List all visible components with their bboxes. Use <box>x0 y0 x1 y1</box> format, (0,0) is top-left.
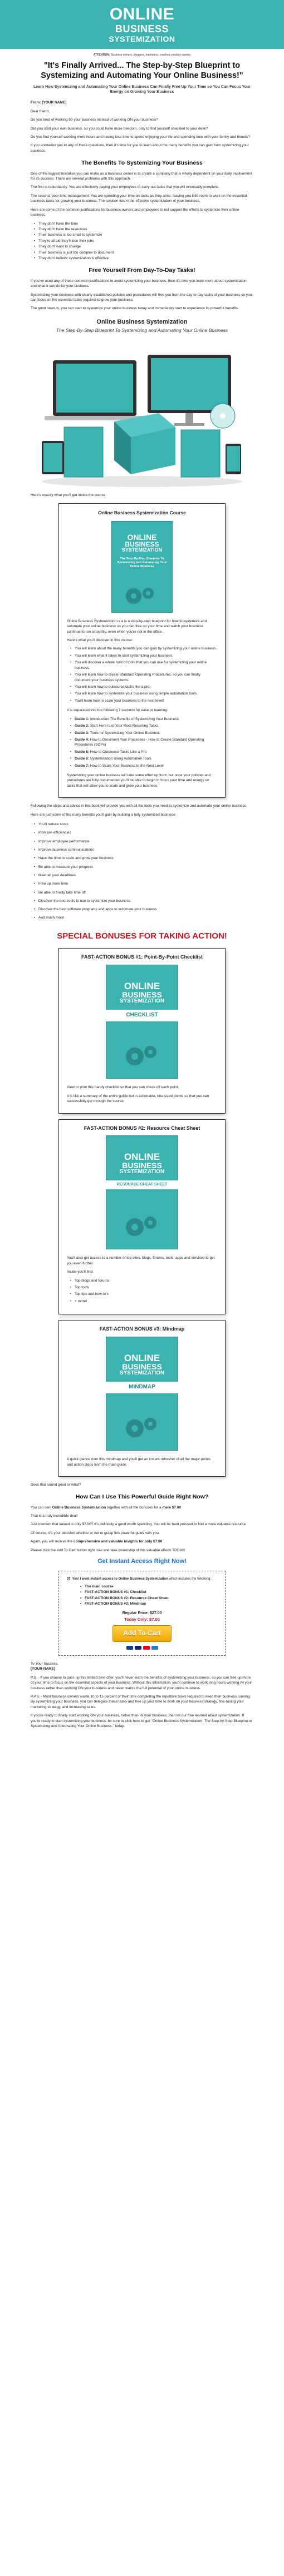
closing-paragraph <box>31 1505 253 1510</box>
course-title: Online Business Systemization <box>96 318 188 325</box>
text-span: Again, you will receive the <box>31 1540 74 1544</box>
attention-label: ATTENTION: <box>93 53 110 57</box>
subheadline: Learn How Systemizing and Automating Your Online Business Can Finally Free Up Your Time so You Can Focus Your Energy on Growing Your Business <box>33 85 251 94</box>
order-yes-line <box>67 1577 217 1582</box>
mastercard-card-icon <box>143 1646 150 1650</box>
list-item: • They don't believe systemization is effective <box>34 256 253 261</box>
list-item: • Their business is too small to systemize <box>34 232 253 237</box>
closing-paragraph <box>31 1539 253 1544</box>
list-item: • Meet all your deadlines <box>34 872 253 880</box>
list-item: • Increase efficiencies <box>34 829 253 837</box>
bonus-3-box <box>58 1320 226 1477</box>
list-item: • Free up more time <box>34 880 253 888</box>
closing-paragraph: Please click the Add To Cart button right now and take ownership of this valuable eBook TODAY! <box>31 1548 185 1552</box>
intro-paragraph: Do you find yourself working more hours and having less time to spend enjoying your life and spending time with your family and friends? <box>31 135 250 140</box>
module-text: Tools for Systemizing Your Online Business <box>90 731 160 735</box>
module-label: Guide 3: <box>75 731 90 735</box>
list-item: • Top tools <box>70 1285 217 1290</box>
list-item: • You will learn how to create Standard Operating Procedures, so you can finally document your business systems. <box>70 672 217 683</box>
benefits-paragraph: The first is redundancy. You are effectively paying your employees to carry out tasks that you will eventually complete. <box>31 185 219 190</box>
course-subtitle: The Step-By-Step Blueprint To Systemizing and Automating Your Online Business <box>56 327 228 333</box>
list-item: • FAST-ACTION BONUS #3: Mindmap <box>80 1601 217 1606</box>
mindmap-cover <box>100 1337 184 1453</box>
list-item: • You'll reduce costs <box>34 821 253 828</box>
intro-paragraph: Do you tired of working 80 your business instead of working ON your business? <box>31 118 158 122</box>
bonus-2-paragraph: Inside you'll find: <box>67 1270 94 1274</box>
ps-paragraph: P.S. - If you choose to pass up this limited time offer, you'll never learn the benefits of systemizing your business, so you can free up more of your time to focus on the essential aspects of your business. Without this information, you'll continue to work long hours working IN your business rather than working ON your business and never realize the full potential of your online business. <box>31 1675 252 1690</box>
course-box-paragraph: Online Business Systemization is a is a step-by-step blueprint for how to systemize and automate your online business so you can free up your time and watch your business continue to run smoothly, even when you're not in the office. <box>67 619 207 634</box>
cheatsheet-list <box>70 1278 217 1304</box>
cover-title-systemization: SYSTEMIZATION <box>121 547 163 553</box>
freedom-heading: Free Yourself From Day-To-Day Tasks! <box>89 267 195 274</box>
paypal-card-icon <box>126 1646 133 1650</box>
bonus-2-title: FAST-ACTION BONUS #2: Resource Cheat Sheet <box>84 1125 200 1131</box>
get-access-heading: Get Instant Access Right Now! <box>97 1558 187 1565</box>
dear-line: Dear friend, <box>31 109 50 113</box>
cover-title-online: ONLINE <box>127 532 157 542</box>
closing-paragraph: That is a truly incredible deal! <box>31 1513 78 1518</box>
headline: "It's Finally Arrived... The Step-by-Step Blueprint to Systemizing and Automating Your Online Business!" <box>41 61 243 81</box>
list-item: • You will learn how to outsource tasks like a pro. <box>70 684 217 689</box>
visa-card-icon <box>135 1646 141 1650</box>
list-item: • Be able to finally take time off <box>34 889 253 897</box>
benefits-paragraph: One of the biggest mistakes you can make as a business owner is to create a company that is wholly dependent on your daily involvement for its success. There are several problems with this approach. <box>31 171 252 181</box>
pps-paragraph: P.P.S. - Most business owners waste 10 to 15 percent of their time completing the repetitive tasks required to keep their business running. By systemizing your business, you can delegate these tasks and free up your time to work on your business strategy, fine-tuning your marketing strategy, and increasing sales. <box>31 1694 251 1709</box>
site-header <box>0 0 284 49</box>
freedom-paragraph: Systemizing your business with clearly established policies and procedures will free you from the day-to-day tasks of your business so you can focus on the essential tasks required to grow your business. <box>31 292 252 302</box>
cover-title-business: BUSINESS <box>122 1161 162 1170</box>
gears-icon <box>123 1412 161 1445</box>
gears-icon <box>123 1040 161 1073</box>
module-text: How to Scale Your Business to the Next Level <box>90 763 164 768</box>
cover-subtitle: The Step-By-Step Blueprint To Systemizing and Automating Your Online Business <box>117 557 167 569</box>
insights-text: comprehensive and valuable insights for only $7.00 <box>73 1540 163 1544</box>
after-paragraph: Here are just some of the many benefits you'll gain by building a fully systemized business: <box>31 812 177 817</box>
course-caption: Here's exactly what you'll get inside the course: <box>31 493 107 498</box>
after-paragraph: Following the steps and advice in this book will provide you with all the tools you need to systemize and automate your online business. <box>31 804 247 808</box>
amex-card-icon <box>151 1646 158 1650</box>
modules-intro: It is separated into the following 7 sections for ease or learning: <box>67 708 168 713</box>
gears-icon <box>123 1210 161 1244</box>
cover-title-online: ONLINE <box>124 1151 160 1163</box>
gears-icon <box>123 582 161 610</box>
bonus-1-title: FAST-ACTION BONUS #1: Point-By-Point Checklist <box>81 954 203 960</box>
bonus-1-box <box>58 948 226 1113</box>
text-span: which includes the following: <box>168 1577 212 1581</box>
add-to-cart-button[interactable]: Add To Cart <box>112 1625 172 1641</box>
from-line: From: [YOUR NAME] <box>31 101 67 105</box>
benefits-paragraph: Here are some of the common justifications for business owners and employees to not support the efforts to systemize their online business: <box>31 207 239 217</box>
cover-title-business: BUSINESS <box>122 1362 162 1372</box>
signoff-line: To Your Success, <box>31 1661 58 1666</box>
cover-title-business: BUSINESS <box>125 540 159 548</box>
justifications-list <box>34 221 253 261</box>
order-items <box>80 1584 217 1607</box>
gains-list <box>34 821 253 922</box>
sales-page <box>31 49 253 1729</box>
list-item: • Discover the best tools to use to systemize your business <box>34 897 253 905</box>
today-price: Today Only: $7.00 <box>124 1616 160 1622</box>
cover-label: CHECKLIST <box>106 1010 178 1021</box>
yes-label: Yes! I want instant access to <box>72 1577 119 1581</box>
cover-label: RESOURCE CHEAT SHEET <box>106 1180 178 1189</box>
module-text: How to Outsource Tasks Like a Pro <box>90 750 147 754</box>
list-item: • Top blogs and forums <box>70 1278 217 1283</box>
list-item <box>70 731 217 736</box>
module-label: Guide 6: <box>75 757 90 761</box>
cover-title-systemization: SYSTEMIZATION <box>119 998 165 1005</box>
intro-paragraph: If you answered yes to any of these questions, then it's time for you to learn about the many benefits you can gain from systemizing your business. <box>31 143 249 153</box>
list-item: • They're afraid they'll lose their jobs <box>34 239 253 244</box>
list-item: • Improve employee performance <box>34 838 253 846</box>
module-text: Systemization Using Automation Tools <box>90 757 151 761</box>
list-item: • FAST-ACTION BONUS #1: Checklist <box>80 1590 217 1595</box>
logo-line-systemization: SYSTEMIZATION <box>109 34 175 43</box>
product-bundle-image <box>31 338 253 488</box>
module-label: Guide 5: <box>75 750 90 754</box>
modules-list <box>70 717 217 768</box>
list-item <box>70 737 217 748</box>
checkbox-icon[interactable]: ✓ <box>67 1576 71 1581</box>
intro-paragraph: Did you start your own business, so you could have more freedom, only to find yourself shackled to your desk? <box>31 126 208 131</box>
list-item <box>70 763 217 768</box>
signoff-name: [YOUR NAME] <box>31 1667 56 1671</box>
product-name: Online Business Systemization <box>118 1577 168 1581</box>
course-box-paragraph: Here's what you'll discover in this course: <box>67 638 133 643</box>
sound-good-line: Does that sound good or what? <box>31 1482 81 1487</box>
module-label: Guide 4: <box>75 737 90 742</box>
ppps-paragraph: If you're ready to finally start working ON your business, rather than IN your business, then let our free learned about systemization. If you're ready to start systemizing your business, be sure to click here to get "Online Business Systemization: The Step-by-Step Blueprint to Systemizing and Automating Your Online Business." today. <box>31 1714 252 1729</box>
course-box-title: Online Business Systemization Course <box>98 510 186 516</box>
freedom-paragraph: The good news is, you can start to systemize your online business today and immediately start to experience its powerful benefits. <box>31 306 239 311</box>
closing-paragraph: Just mention that valued is only $7.00? It's definitely a good worth spending. You will be hard pressed to find a more valuable resource. <box>31 1522 247 1527</box>
list-item: • You will learn about the many benefits you can gain by systemizing your online business. <box>70 646 217 651</box>
text-span: together with all the bonuses for a <box>106 1505 163 1510</box>
benefits-paragraph: The second, poor time management. You are spending your time on tasks as they arise, leaving you little room to work on the essential business tasks for growing your business. The solution lies in the effective systemization of your business. <box>31 193 247 204</box>
module-label: Guide 2: <box>75 724 90 728</box>
bonus-1-paragraph: View or print this handy checklist so that you can check off each point. <box>67 1085 179 1090</box>
list-item <box>70 756 217 761</box>
cover-title-systemization: SYSTEMIZATION <box>119 1370 165 1377</box>
benefits-heading: The Benefits To Systemizing Your Business <box>81 160 203 167</box>
list-item: • FAST-ACTION BONUS #2: Resource Cheat Sheet <box>80 1596 217 1601</box>
bonus-2-paragraph: You'll also get access to a number of top sites, blogs, forums, tools, apps and services to get you even further. <box>67 1256 215 1265</box>
module-text: Start Here! List Your Most Recurring Tasks <box>90 724 159 728</box>
cover-title-online: ONLINE <box>124 981 160 992</box>
list-item: • You'll learn how to scale your business to the next level! <box>70 698 217 703</box>
list-item: • They don't want to change <box>34 244 253 249</box>
list-item: • Top tips and how-to's <box>70 1292 217 1297</box>
list-item: • You will discover a whole host of tools that you can use for systemizing your online business. <box>70 660 217 671</box>
payment-cards <box>67 1646 217 1650</box>
course-cover <box>106 521 178 616</box>
how-use-heading: How Can I Use This Powerful Guide Right Now? <box>75 1493 209 1501</box>
list-item: • You will learn what it takes to start systemizing your business. <box>70 653 217 658</box>
list-item <box>70 750 217 755</box>
cover-title-systemization: SYSTEMIZATION <box>119 1169 165 1175</box>
list-item <box>70 717 217 722</box>
price-text: mere $7.00 <box>162 1505 182 1510</box>
list-item: • Have the time to scale and grow your business <box>34 855 253 862</box>
list-item: • You will learn how to systemize your business using simple automation tools. <box>70 691 217 696</box>
cheatsheet-cover <box>100 1135 184 1252</box>
module-text: How to Document Your Processes - How to Create Standard Operating Procedures (SOPs) <box>75 737 204 747</box>
order-box <box>58 1571 226 1656</box>
course-box-paragraph: Systemizing your online business will take some effort up front, but once your policies and procedures are fully documented you'll be able to begin to focus your time and energy on tasks that will allow you to scale and grow your business. <box>67 773 211 788</box>
module-label: Guide 1: <box>75 717 90 721</box>
module-label: Guide 7: <box>75 763 90 768</box>
checklist-cover <box>100 965 184 1081</box>
course-box <box>58 503 226 798</box>
list-item: • + more! <box>70 1299 217 1304</box>
bonuses-heading: SPECIAL BONUSES FOR TAKING ACTION! <box>57 931 227 941</box>
bonus-1-paragraph: It is like a summary of the entire guide but in actionable, bite-sized points so that you can successfully get through the course. <box>67 1094 209 1104</box>
regular-price: Regular Price: $27.00 <box>122 1611 162 1616</box>
list-item: • They don't have the time <box>34 221 253 226</box>
cover-title-online: ONLINE <box>124 1353 160 1364</box>
logo-line-online: ONLINE <box>109 5 175 23</box>
closing-paragraph: Of course, it's your decision whether or not to grasp this powerful guide with you. <box>31 1531 160 1535</box>
module-text: Introduction The Benefits of Systemizing Your Business <box>90 717 179 721</box>
attention-text: Business owners, bloggers, marketers, coaches, product owners <box>111 53 191 57</box>
list-item: • And much more <box>34 914 253 922</box>
product-name: Online Business Systemization <box>52 1505 106 1510</box>
cover-label: MINDMAP <box>106 1382 178 1393</box>
list-item: • They don't have the resources <box>34 227 253 232</box>
list-item: • Improve business communications <box>34 846 253 854</box>
attention-bar <box>31 53 253 57</box>
bonus-2-box <box>58 1119 226 1315</box>
freedom-paragraph: If you've used any of these common justifications to avoid systemizing your business, then it's time you learn more about systemization and what it can do for your business. <box>31 279 247 289</box>
product-bundle-icon <box>31 338 253 488</box>
list-item <box>70 723 217 728</box>
discover-list <box>70 646 217 703</box>
bonus-3-title: FAST-ACTION BONUS #3: Mindmap <box>99 1326 185 1332</box>
cover-title-business: BUSINESS <box>122 990 162 1000</box>
list-item: • The main course <box>80 1584 217 1589</box>
list-item: • Be able to measure your progress <box>34 863 253 871</box>
text-span: You can own <box>31 1505 52 1510</box>
logo-line-business: BUSINESS <box>115 23 169 34</box>
list-item: • Discover the best software programs and apps to automate your business <box>34 906 253 914</box>
bonus-3-paragraph: A quick glance over this mindmap and you'll get an instant refresher of all the major points and action steps from the main guide. <box>67 1457 211 1467</box>
list-item: • Their business is just too complex to document <box>34 250 253 255</box>
